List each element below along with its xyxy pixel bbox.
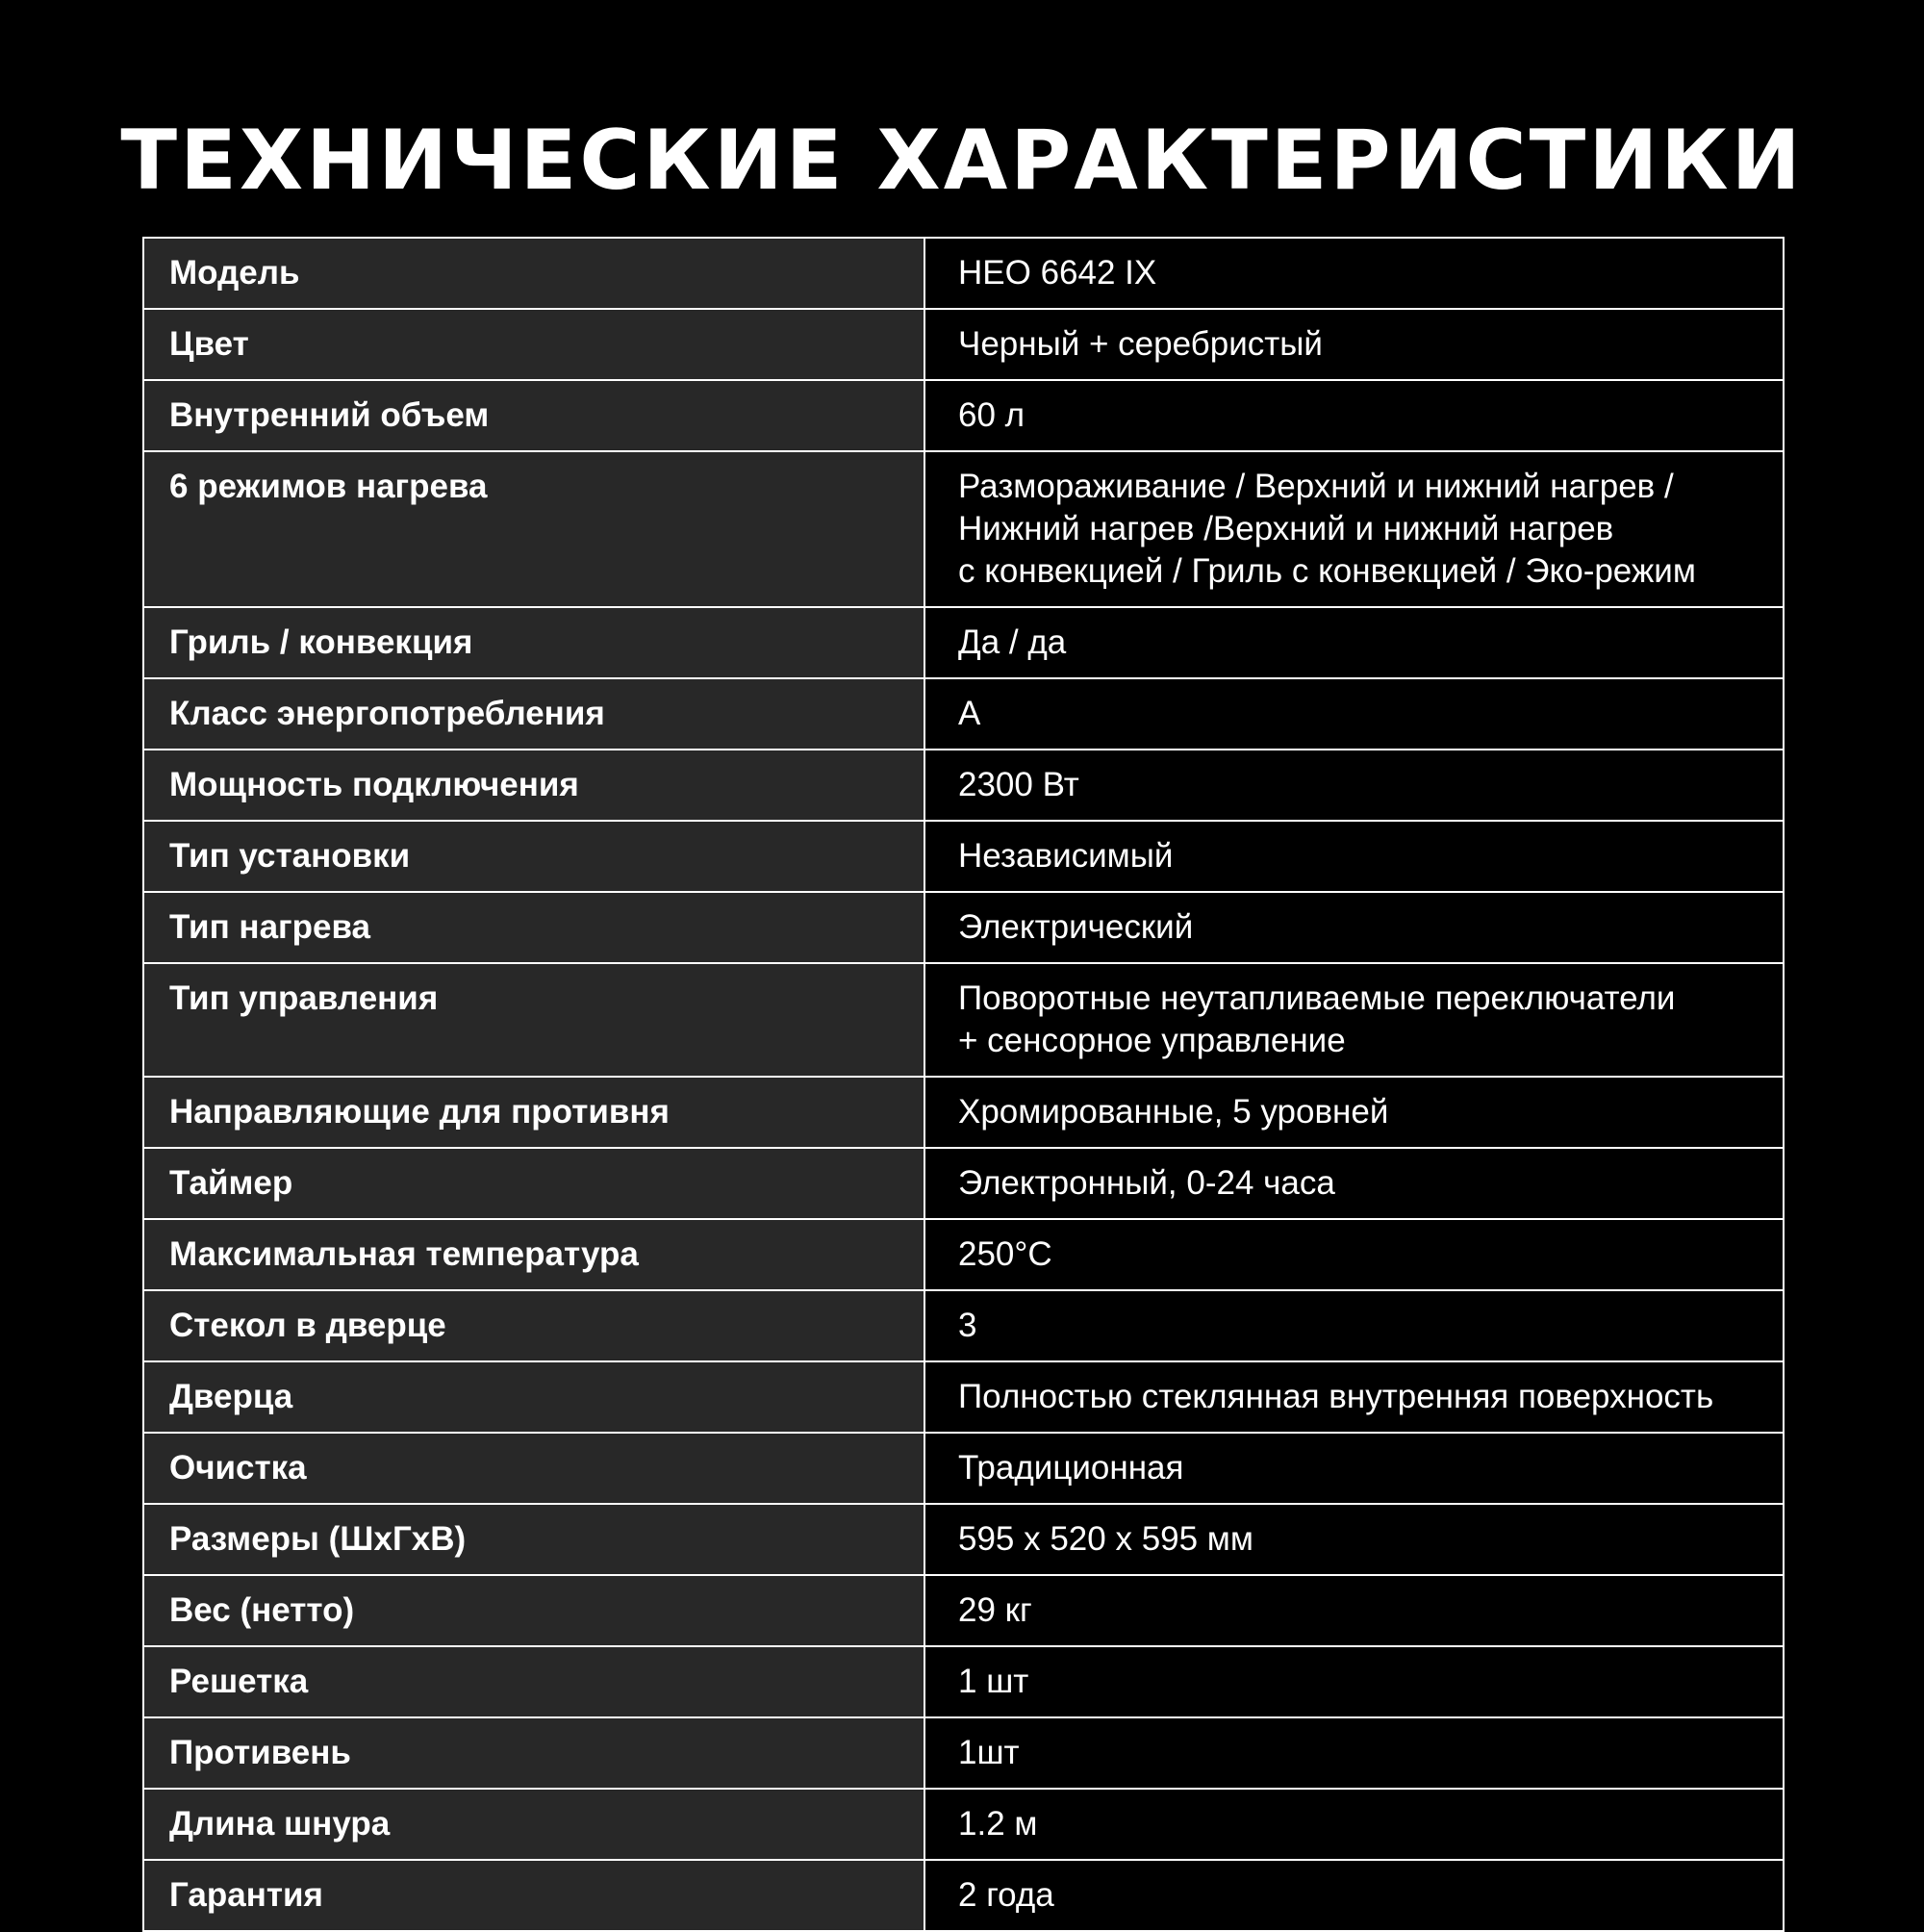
spec-label: Размеры (ШхГхВ) <box>143 1504 924 1575</box>
spec-label: Противень <box>143 1717 924 1789</box>
spec-row <box>143 892 1784 963</box>
spec-value <box>924 607 1784 678</box>
spec-value-line: Независимый <box>958 837 1174 875</box>
spec-row <box>143 1789 1784 1860</box>
spec-value-line: Хромированные, 5 уровней <box>958 1093 1389 1131</box>
spec-value <box>924 1361 1784 1433</box>
spec-row <box>143 1219 1784 1290</box>
spec-value <box>924 1789 1784 1860</box>
spec-value <box>924 1575 1784 1646</box>
spec-row <box>143 607 1784 678</box>
spec-value <box>924 1433 1784 1504</box>
spec-value-line: Нижний нагрев /Верхний и нижний нагрев <box>958 510 1614 547</box>
spec-value <box>924 821 1784 892</box>
spec-value-line: Черный + серебристый <box>958 325 1323 363</box>
spec-value <box>924 1504 1784 1575</box>
spec-row <box>143 1148 1784 1219</box>
spec-table <box>142 237 1785 1932</box>
spec-value-line: Размораживание / Верхний и нижний нагрев / <box>958 468 1674 505</box>
spec-label: Тип нагрева <box>143 892 924 963</box>
spec-label: Цвет <box>143 309 924 380</box>
spec-value-line: 60 л <box>958 396 1025 434</box>
spec-row <box>143 1077 1784 1148</box>
spec-value <box>924 678 1784 750</box>
spec-value-line: Да / да <box>958 623 1067 661</box>
spec-value <box>924 750 1784 821</box>
spec-value-line: Традиционная <box>958 1449 1184 1487</box>
spec-label: Гриль / конвекция <box>143 607 924 678</box>
spec-row <box>143 1646 1784 1717</box>
spec-row <box>143 309 1784 380</box>
spec-value <box>924 1717 1784 1789</box>
spec-label: Очистка <box>143 1433 924 1504</box>
spec-value-line: 1шт <box>958 1734 1020 1771</box>
spec-row <box>143 1361 1784 1433</box>
spec-label: Гарантия <box>143 1860 924 1931</box>
spec-value <box>924 238 1784 309</box>
spec-label: Класс энергопотребления <box>143 678 924 750</box>
spec-row <box>143 451 1784 607</box>
spec-value-line: 2300 Вт <box>958 766 1079 803</box>
spec-value <box>924 963 1784 1077</box>
spec-value <box>924 1646 1784 1717</box>
spec-value <box>924 1860 1784 1931</box>
spec-row <box>143 1504 1784 1575</box>
spec-value-line: Полностью стеклянная внутренняя поверхность <box>958 1378 1714 1415</box>
spec-value-line: + сенсорное управление <box>958 1022 1346 1059</box>
spec-label: Решетка <box>143 1646 924 1717</box>
spec-label: Стекол в дверце <box>143 1290 924 1361</box>
spec-value-line: HEO 6642 IX <box>958 254 1157 292</box>
spec-row <box>143 238 1784 309</box>
spec-value-line: с конвекцией / Гриль с конвекцией / Эко-режим <box>958 552 1696 590</box>
spec-row <box>143 380 1784 451</box>
spec-value-line: 595 х 520 х 595 мм <box>958 1520 1253 1558</box>
spec-label: Вес (нетто) <box>143 1575 924 1646</box>
spec-row <box>143 1290 1784 1361</box>
spec-value <box>924 380 1784 451</box>
spec-label: Мощность подключения <box>143 750 924 821</box>
spec-row <box>143 1717 1784 1789</box>
spec-label: Длина шнура <box>143 1789 924 1860</box>
spec-value <box>924 1077 1784 1148</box>
spec-value <box>924 1290 1784 1361</box>
spec-value-line: 250°C <box>958 1235 1052 1273</box>
spec-value <box>924 309 1784 380</box>
spec-value-line: 1.2 м <box>958 1805 1038 1843</box>
spec-value <box>924 1148 1784 1219</box>
spec-row <box>143 821 1784 892</box>
spec-row <box>143 1860 1784 1931</box>
spec-value-line: Электронный, 0-24 часа <box>958 1164 1335 1202</box>
spec-row <box>143 1433 1784 1504</box>
spec-value <box>924 1219 1784 1290</box>
spec-label: Модель <box>143 238 924 309</box>
spec-value-line: 1 шт <box>958 1663 1029 1700</box>
spec-value-line: 3 <box>958 1307 977 1344</box>
page-title: ТЕХНИЧЕСКИЕ ХАРАКТЕРИСТИКИ <box>120 113 1804 209</box>
spec-row <box>143 678 1784 750</box>
spec-label: 6 режимов нагрева <box>143 451 924 607</box>
spec-label: Тип управления <box>143 963 924 1077</box>
spec-value-line: 29 кг <box>958 1591 1032 1629</box>
spec-row <box>143 1575 1784 1646</box>
spec-value-line: А <box>958 695 981 732</box>
spec-label: Таймер <box>143 1148 924 1219</box>
spec-value-line: Поворотные неутапливаемые переключатели <box>958 979 1676 1017</box>
spec-value <box>924 451 1784 607</box>
spec-value <box>924 892 1784 963</box>
spec-label: Внутренний объем <box>143 380 924 451</box>
spec-value-line: Электрический <box>958 908 1194 946</box>
spec-row <box>143 963 1784 1077</box>
spec-value-line: 2 года <box>958 1876 1054 1914</box>
spec-label: Дверца <box>143 1361 924 1433</box>
spec-label: Максимальная температура <box>143 1219 924 1290</box>
spec-row <box>143 750 1784 821</box>
spec-label: Тип установки <box>143 821 924 892</box>
spec-label: Направляющие для противня <box>143 1077 924 1148</box>
spec-table-body <box>143 238 1784 1931</box>
